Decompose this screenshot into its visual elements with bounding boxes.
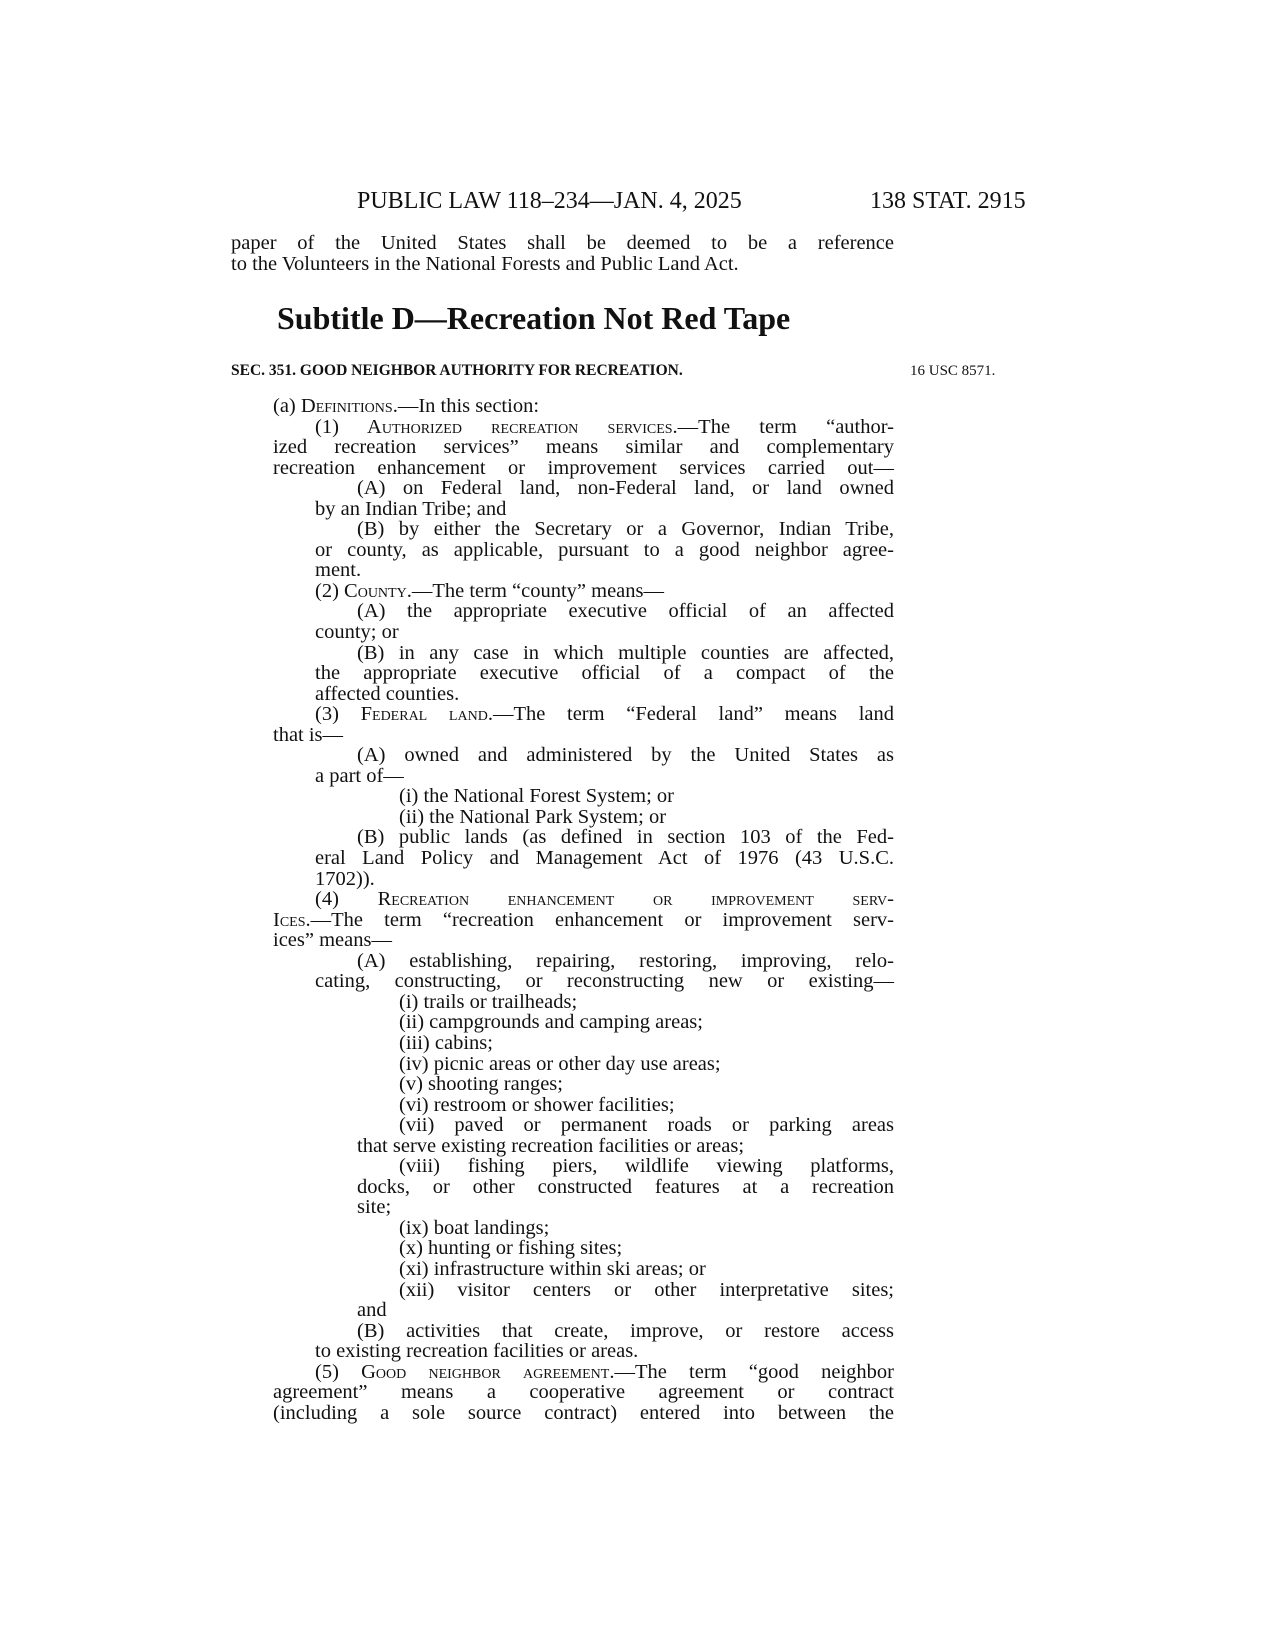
text-line: (ii) campgrounds and camping areas; xyxy=(399,1011,703,1034)
text-line: (B) by either the Secretary or a Governor, Indian Tribe, xyxy=(357,518,894,541)
text-line: (A) establishing, repairing, restoring, improving, relo- xyxy=(357,949,894,972)
text-line: (4) Recreation enhancement or improvement serv- xyxy=(315,888,894,911)
text-line: docks, or other constructed features at a recreation xyxy=(357,1175,894,1198)
running-header-title: PUBLIC LAW 118–234—JAN. 4, 2025 xyxy=(357,188,742,214)
text-line: that is— xyxy=(273,723,344,746)
text-line: (vii) paved or permanent roads or parking areas xyxy=(399,1114,894,1137)
text-line: (A) owned and administered by the United States as xyxy=(357,744,894,767)
text-line: (vi) restroom or shower facilities; xyxy=(399,1093,675,1116)
text-line: or county, as applicable, pursuant to a good neighbor agree- xyxy=(315,538,894,561)
text-line: agreement” means a cooperative agreement or contract xyxy=(273,1381,894,1404)
text-line: (ii) the National Park System; or xyxy=(399,805,667,828)
text-line: (xii) visitor centers or other interpretative sites; xyxy=(399,1278,894,1301)
text-line: that serve existing recreation facilities or areas; xyxy=(357,1134,745,1157)
text-line: (1) Authorized recreation services.—The term “author- xyxy=(315,415,894,438)
text-line: (2) County.—The term “county” means— xyxy=(315,579,665,602)
text-line: site; xyxy=(357,1196,392,1219)
text-line: (A) the appropriate executive official of an affected xyxy=(357,600,894,623)
text-line: paper of the United States shall be deemed to be a reference xyxy=(231,232,894,254)
text-line: (B) activities that create, improve, or restore access xyxy=(357,1319,894,1342)
text-line: (A) on Federal land, non-Federal land, or land owned xyxy=(357,477,894,500)
text-line: (v) shooting ranges; xyxy=(399,1073,563,1096)
text-line: (xi) infrastructure within ski areas; or xyxy=(399,1257,706,1280)
text-line: ices” means— xyxy=(273,929,392,952)
text-line: (i) the National Forest System; or xyxy=(399,785,674,808)
text-line: (a) Definitions.—In this section: xyxy=(273,395,540,417)
text-line: to existing recreation facilities or areas. xyxy=(315,1340,639,1363)
text-line: (x) hunting or fishing sites; xyxy=(399,1237,623,1260)
section-heading: SEC. 351. GOOD NEIGHBOR AUTHORITY FOR RECREATION. xyxy=(231,362,683,379)
text-line: (B) in any case in which multiple counties are affected, xyxy=(357,641,894,664)
text-line: (3) Federal land.—The term “Federal land” means land xyxy=(315,703,894,726)
text-line: eral Land Policy and Management Act of 1976 (43 U.S.C. xyxy=(315,847,894,870)
text-line: by an Indian Tribe; and xyxy=(315,497,507,520)
subtitle-heading: Subtitle D—Recreation Not Red Tape xyxy=(277,300,791,336)
text-line: and xyxy=(357,1299,387,1322)
text-line: (ix) boat landings; xyxy=(399,1216,550,1239)
text-line: 1702)). xyxy=(315,867,375,890)
text-line: affected counties. xyxy=(315,682,460,705)
section-body xyxy=(231,396,894,1423)
text-line: the appropriate executive official of a compact of the xyxy=(315,662,894,685)
text-line: (i) trails or trailheads; xyxy=(399,990,578,1013)
text-line: (iv) picnic areas or other day use areas; xyxy=(399,1052,721,1075)
page-number: 138 STAT. 2915 xyxy=(870,188,1026,214)
intro-paragraph xyxy=(231,233,894,275)
text-line: county; or xyxy=(315,621,399,644)
text-line: cating, constructing, or reconstructing new or existing— xyxy=(315,970,894,993)
text-line: a part of— xyxy=(315,764,404,787)
text-line: recreation enhancement or improvement services carried out— xyxy=(273,456,894,479)
text-line: (iii) cabins; xyxy=(399,1031,493,1054)
text-line: ment. xyxy=(315,559,362,582)
text-line: (including a sole source contract) entered into between the xyxy=(273,1401,894,1424)
text-line: Ices.—The term “recreation enhancement or improvement serv- xyxy=(273,908,894,931)
text-line: ized recreation services” means similar and complementary xyxy=(273,436,894,459)
text-line: to the Volunteers in the National Forests and Public Land Act. xyxy=(231,253,739,275)
text-line: (viii) fishing piers, wildlife viewing platforms, xyxy=(399,1155,894,1178)
usc-citation-note: 16 USC 8571. xyxy=(910,363,996,379)
text-line: (B) public lands (as defined in section 103 of the Fed- xyxy=(357,826,894,849)
text-line: (5) Good neighbor agreement.—The term “good neighbor xyxy=(315,1360,894,1383)
